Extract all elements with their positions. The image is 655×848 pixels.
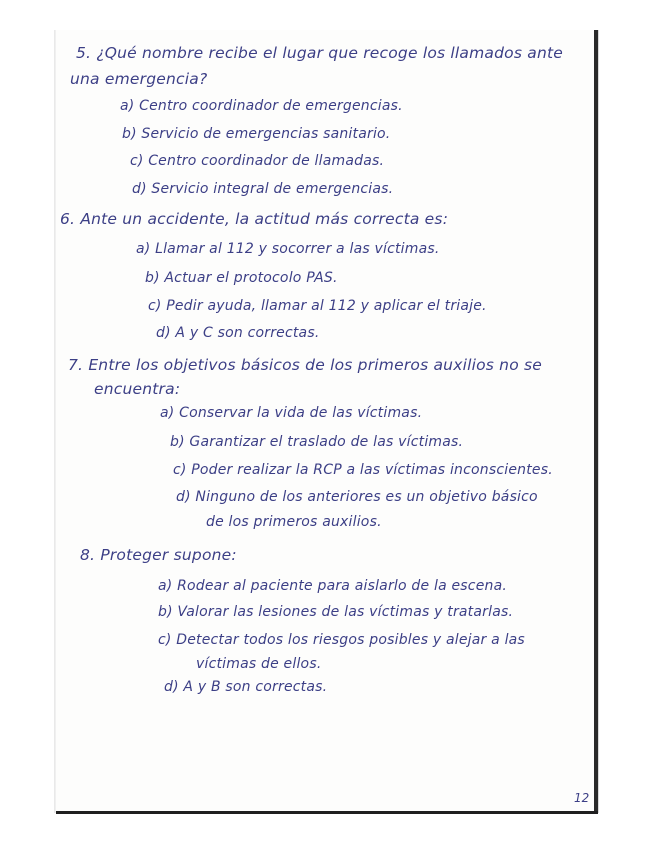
question-5-option-b: b) Servicio de emergencias sanitario.: [122, 126, 391, 142]
question-6-option-a: a) Llamar al 112 y socorrer a las víctimas.: [136, 241, 440, 257]
question-7-text-line-1: 7. Entre los objetivos básicos de los primeros auxilios no se: [68, 356, 543, 374]
question-5-option-d: d) Servicio integral de emergencias.: [132, 181, 394, 197]
page-edge-bottom: [56, 811, 598, 814]
question-8-option-c-line-2: víctimas de ellos.: [196, 656, 322, 672]
notebook-page: [56, 30, 598, 813]
question-7-option-a: a) Conservar la vida de las víctimas.: [160, 405, 423, 421]
question-8-option-a: a) Rodear al paciente para aislarlo de la escena.: [158, 578, 508, 594]
question-7-option-b: b) Garantizar el traslado de las víctimas.: [170, 434, 464, 450]
question-6-option-c: c) Pedir ayuda, llamar al 112 y aplicar el triaje.: [148, 298, 487, 314]
question-5-option-a: a) Centro coordinador de emergencias.: [120, 98, 403, 114]
question-6-option-d: d) A y C son correctas.: [156, 325, 320, 341]
question-5-option-c: c) Centro coordinador de llamadas.: [130, 153, 385, 169]
question-7-option-d-line-2: de los primeros auxilios.: [206, 514, 382, 530]
question-8-text: 8. Proteger supone:: [80, 546, 237, 564]
page-number: 12: [574, 791, 590, 805]
question-7-option-d-line-1: d) Ninguno de los anteriores es un objetivo básico: [176, 489, 538, 505]
question-5-text-line-1: 5. ¿Qué nombre recibe el lugar que recoge los llamados ante: [76, 44, 563, 62]
question-8-option-d: d) A y B son correctas.: [164, 679, 328, 695]
question-7-option-c: c) Poder realizar la RCP a las víctimas inconscientes.: [173, 462, 553, 478]
question-6-option-b: b) Actuar el protocolo PAS.: [145, 270, 338, 286]
question-7-text-line-2: encuentra:: [94, 380, 181, 398]
question-6-text: 6. Ante un accidente, la actitud más correcta es:: [60, 210, 449, 228]
page-edge-right: [594, 30, 598, 813]
question-5-text-line-2: una emergencia?: [70, 70, 208, 88]
question-8-option-c-line-1: c) Detectar todos los riesgos posibles y alejar a las: [158, 632, 525, 648]
question-8-option-b: b) Valorar las lesiones de las víctimas y tratarlas.: [158, 604, 514, 620]
